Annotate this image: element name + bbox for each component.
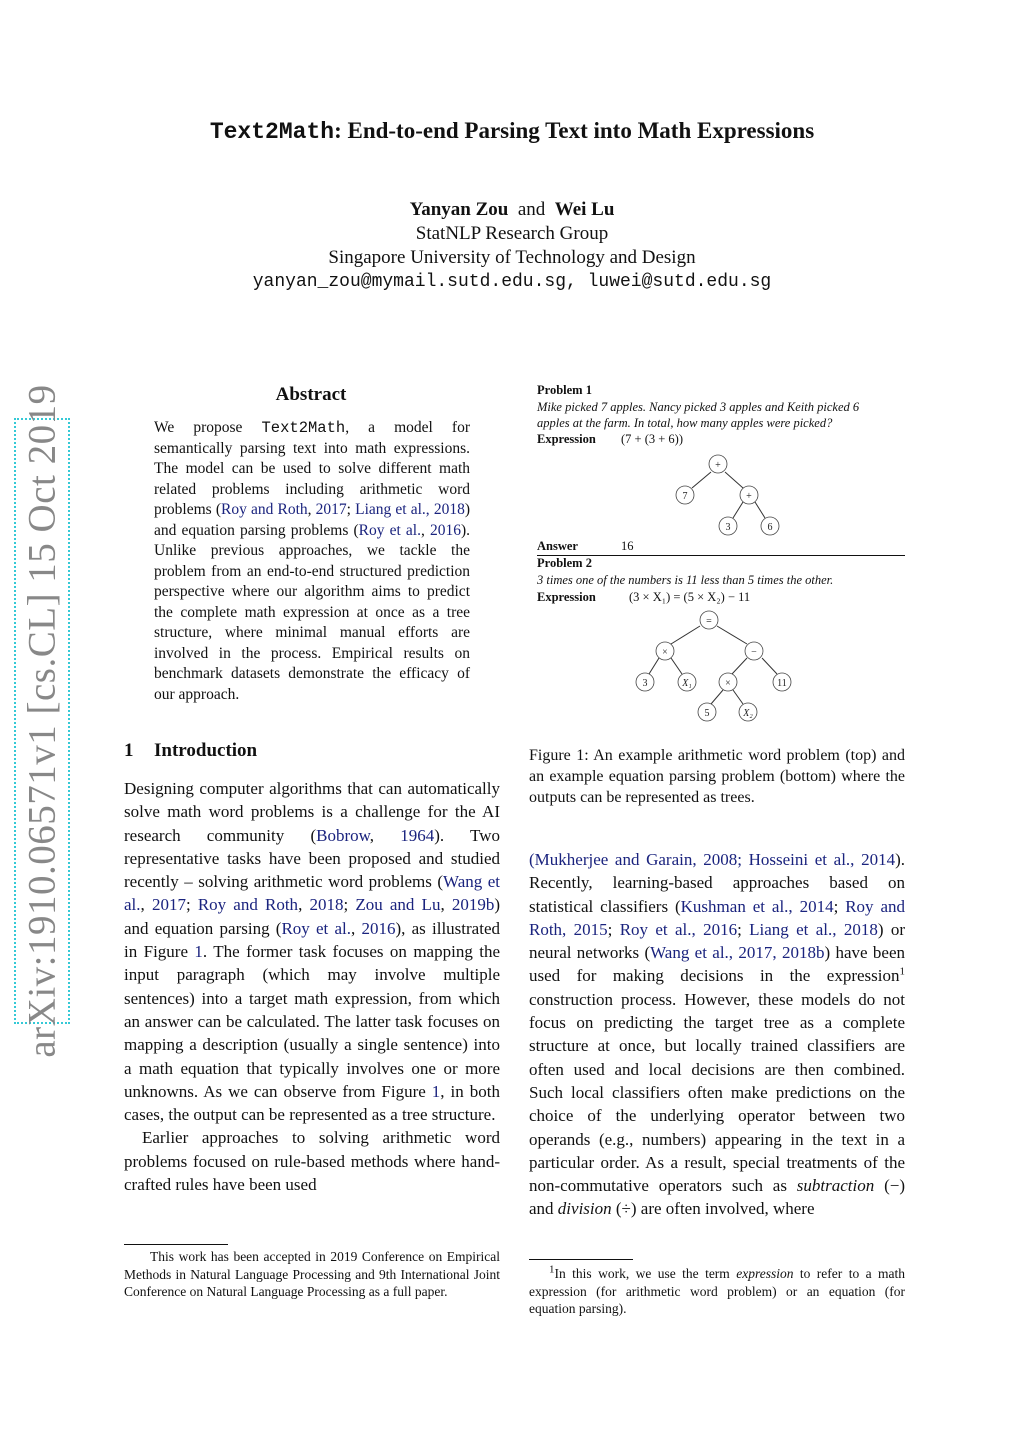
author-block: [0, 198, 1024, 294]
tree-node-label: 3: [725, 522, 731, 533]
section-number: 1: [124, 740, 134, 761]
expression-label: Expression: [537, 432, 596, 446]
body-text: ) or neural networks (: [529, 919, 905, 963]
footnote-marker: 1: [549, 1263, 555, 1276]
tree-node-label: 6: [767, 522, 773, 533]
emphasis-text: expression: [736, 1266, 794, 1281]
figure-caption: Figure 1: An example arithmetic word problem (top) and an example equation parsing problem (bottom) where the outputs can be represented as trees.: [529, 747, 905, 806]
citation-link[interactable]: 2016: [361, 918, 396, 938]
abstract-body: [154, 418, 470, 705]
tree-node-label: X₁: [682, 678, 692, 689]
citation-link[interactable]: Bobrow: [316, 825, 370, 845]
figure-divider: [537, 555, 905, 556]
paragraph: [124, 777, 500, 1126]
tree-node-label: 3: [642, 678, 648, 689]
citation-link[interactable]: Roy et al.: [281, 918, 352, 938]
body-text: ;: [343, 895, 356, 915]
tree-node-label: 7: [682, 491, 688, 502]
body-text: ) have been used for making decisions in the expression: [529, 943, 905, 986]
tree-node-label: −: [751, 647, 757, 658]
body-text: ). Two representative tasks have been proposed and studied recently – solving arithmetic word problems (: [124, 825, 501, 892]
model-name: Text2Math: [261, 419, 346, 437]
section-title: Introduction: [154, 740, 258, 761]
body-text: ;: [833, 896, 846, 916]
body-text: ). Recently, learning-based approaches based on statistical classifiers (: [529, 850, 905, 916]
citation-link[interactable]: Wang et al.: [124, 872, 501, 915]
body-text: Earlier approaches to solving arithmetic word problems focused on rule-based methods where hand-crafted rules have been used: [124, 1128, 500, 1195]
emphasis-text: subtraction: [796, 1176, 875, 1196]
body-text: , in both cases, the output can be represented as a tree structure.: [124, 1081, 500, 1125]
tree-edge: [671, 658, 682, 674]
author-name: Yanyan Zou: [409, 199, 509, 220]
body-text: ,: [140, 895, 152, 915]
abstract-text: , a model for semantically parsing text into math expressions. The model can be used to solve different math related problems including arithmetic word problems (: [154, 419, 471, 518]
citation-link[interactable]: Liang et al., 2018: [749, 919, 878, 939]
citation-link[interactable]: Roy and Roth: [221, 501, 308, 518]
footnote-rule: [124, 1244, 228, 1245]
figure-reference-link[interactable]: 1: [431, 1081, 441, 1101]
body-text: ;: [607, 919, 620, 939]
problem-1-answer: 16: [621, 539, 634, 553]
abstract-text: ). Unlike previous approaches, we tackle the problem from an end-to-end structured prediction perspective where our algorithm aims to predict the complete math expression at once as a tree structure, where minimal manual efforts are involved in the process. Empirical results on benchmark datasets demonstrate the efficacy of our approach.: [154, 521, 471, 703]
body-text: ,: [351, 918, 362, 938]
intro-body: [124, 777, 500, 1196]
tree-edge: [649, 658, 659, 674]
body-text: Designing computer algorithms that can automatically solve math word problems is a challenge for the AI research community (: [124, 779, 500, 845]
paper-title: [0, 118, 1024, 145]
tree-node-label: =: [706, 616, 712, 627]
answer-label: Answer: [537, 539, 578, 553]
tree-node-label: 5: [704, 708, 710, 719]
research-group: StatNLP Research Group: [415, 223, 609, 244]
right-column-body: [529, 848, 905, 1221]
arxiv-stamp: [14, 384, 70, 1058]
tree-edge: [692, 472, 711, 488]
title-model-name: Text2Math: [209, 119, 335, 145]
tree-node-label: X₂: [743, 708, 753, 719]
tree-edge: [755, 502, 765, 518]
abstract-text: ,: [420, 521, 430, 539]
body-text: ,: [298, 895, 310, 915]
footnote: [124, 1248, 500, 1301]
citation-link[interactable]: 2017: [151, 895, 186, 915]
problem-1-text: Mike picked 7 apples. Nancy picked 3 apples and Keith picked 6: [537, 400, 860, 414]
citation-link[interactable]: 2017: [315, 501, 347, 518]
abstract-text: ,: [307, 501, 316, 518]
tree-edge: [733, 502, 743, 518]
tree-node-label: +: [746, 491, 752, 502]
body-text: ,: [440, 895, 452, 915]
author-conjunction: and: [517, 199, 546, 220]
footnote-rule: [529, 1259, 633, 1260]
tree-edge: [717, 626, 747, 644]
footnote-text: This work has been accepted in 2019 Conference on Empirical Methods in Natural Language Processing and 9th International Joint Conference on Natural Language Processing as a full paper.: [124, 1249, 500, 1299]
citation-link[interactable]: 2019b: [451, 895, 495, 915]
footnote: [529, 1265, 905, 1318]
problem-1-text: apples at the farm. In total, how many apples were picked?: [537, 416, 833, 430]
citation-link[interactable]: Hosseini et al., 2014: [748, 850, 896, 869]
citation-link[interactable]: Liang et al., 2018: [355, 501, 465, 518]
title-text: : End-to-end Parsing Text into Math Expressions: [334, 118, 815, 143]
tree-node-label: 11: [777, 678, 787, 689]
footnote-text: to refer to a math expression (for arithmetic word problem) or an equation (for equation parsing).: [529, 1266, 905, 1316]
footnote-marker[interactable]: 1: [899, 965, 905, 978]
expression-label: Expression: [537, 590, 596, 604]
arxiv-identifier: arXiv:1910.06571v1 [cs.CL] 15 Oct 2019: [20, 384, 64, 1058]
tree-node-label: ×: [725, 678, 731, 689]
paragraph: [124, 1126, 500, 1196]
citation-link[interactable]: Wang et al., 2017, 2018b: [650, 943, 825, 963]
problem-2-expression: (3 × X₁) = (5 × X₂) − 11: [629, 590, 751, 604]
body-text: (−) and: [529, 1176, 905, 1219]
footnote-text: In this work, we use the term: [554, 1266, 737, 1281]
citation-link[interactable]: (Mukherjee and Garain, 2008;: [529, 850, 749, 869]
tree-edge: [725, 472, 743, 488]
expression-tree-1: [537, 448, 905, 538]
problem-2-label: Problem 2: [537, 556, 592, 570]
problem-1-expression: (7 + (3 + 6)): [621, 432, 683, 446]
citation-link[interactable]: Zou and Lu: [355, 895, 441, 915]
section-heading: [124, 740, 257, 762]
author-emails: yanyan_zou@mymail.sutd.edu.sg, luwei@sutd.edu.sg: [252, 272, 772, 292]
body-text: ;: [737, 919, 750, 939]
body-text: ), as illustrated in Figure: [124, 918, 500, 962]
tree-edge: [671, 626, 700, 644]
abstract-text: ;: [346, 501, 356, 518]
citation-link[interactable]: Roy and Roth, 2015: [529, 896, 906, 939]
tree-edge: [733, 690, 743, 704]
citation-link[interactable]: Roy and Roth: [197, 895, 299, 915]
problem-2-text: 3 times one of the numbers is 11 less than 5 times the other.: [537, 573, 834, 587]
body-text: construction process. However, these models do not focus on predicting the target tree as a complete structure at once, but locally trained classifiers are often used and local decisions are then combined. Such local classifiers often make predictions on the choice of the underlying operator between two operands (e.g., numbers) appearing in the text in a particular order. As a result, special treatments of the non-commutative operators such as: [529, 989, 905, 1196]
body-text: ,: [369, 825, 401, 845]
author-name: Wei Lu: [554, 199, 615, 220]
problem-1-label: Problem 1: [537, 383, 592, 397]
citation-link[interactable]: 1964: [400, 825, 435, 845]
citation-link[interactable]: 2018: [309, 895, 344, 915]
emphasis-text: division: [557, 1199, 612, 1219]
tree-edge: [732, 658, 747, 674]
tree-node-label: +: [715, 460, 721, 471]
abstract-text: We propose: [154, 419, 262, 436]
tree-edge: [711, 690, 723, 704]
figure-reference-link[interactable]: 1: [194, 942, 203, 962]
body-text: ) and equation parsing (: [124, 895, 501, 938]
tree-edge: [762, 658, 777, 674]
tree-node-label: ×: [662, 647, 668, 658]
citation-link[interactable]: 2016: [429, 521, 461, 539]
citation-link[interactable]: Kushman et al., 2014: [680, 896, 834, 916]
body-text: (÷) are often involved, where: [611, 1199, 815, 1219]
affiliation: Singapore University of Technology and Design: [328, 247, 696, 268]
abstract-heading: Abstract: [275, 384, 347, 405]
body-text: . The former task focuses on mapping the input paragraph (which may involve multiple sentences) into a target math expression, from which an answer can be calculated. The latter task focuses on mapping a description (usually a single sentence) into a math equation that typically involves one or more unknowns. As we can observe from Figure: [124, 942, 500, 1101]
paragraph: [529, 848, 905, 1221]
abstract-text: ) and equation parsing problems (: [154, 501, 470, 539]
citation-link[interactable]: Roy et al., 2016: [619, 919, 738, 939]
citation-link[interactable]: Roy et al.: [358, 521, 421, 539]
expression-tree-2: [537, 608, 905, 726]
body-text: ;: [185, 895, 198, 915]
